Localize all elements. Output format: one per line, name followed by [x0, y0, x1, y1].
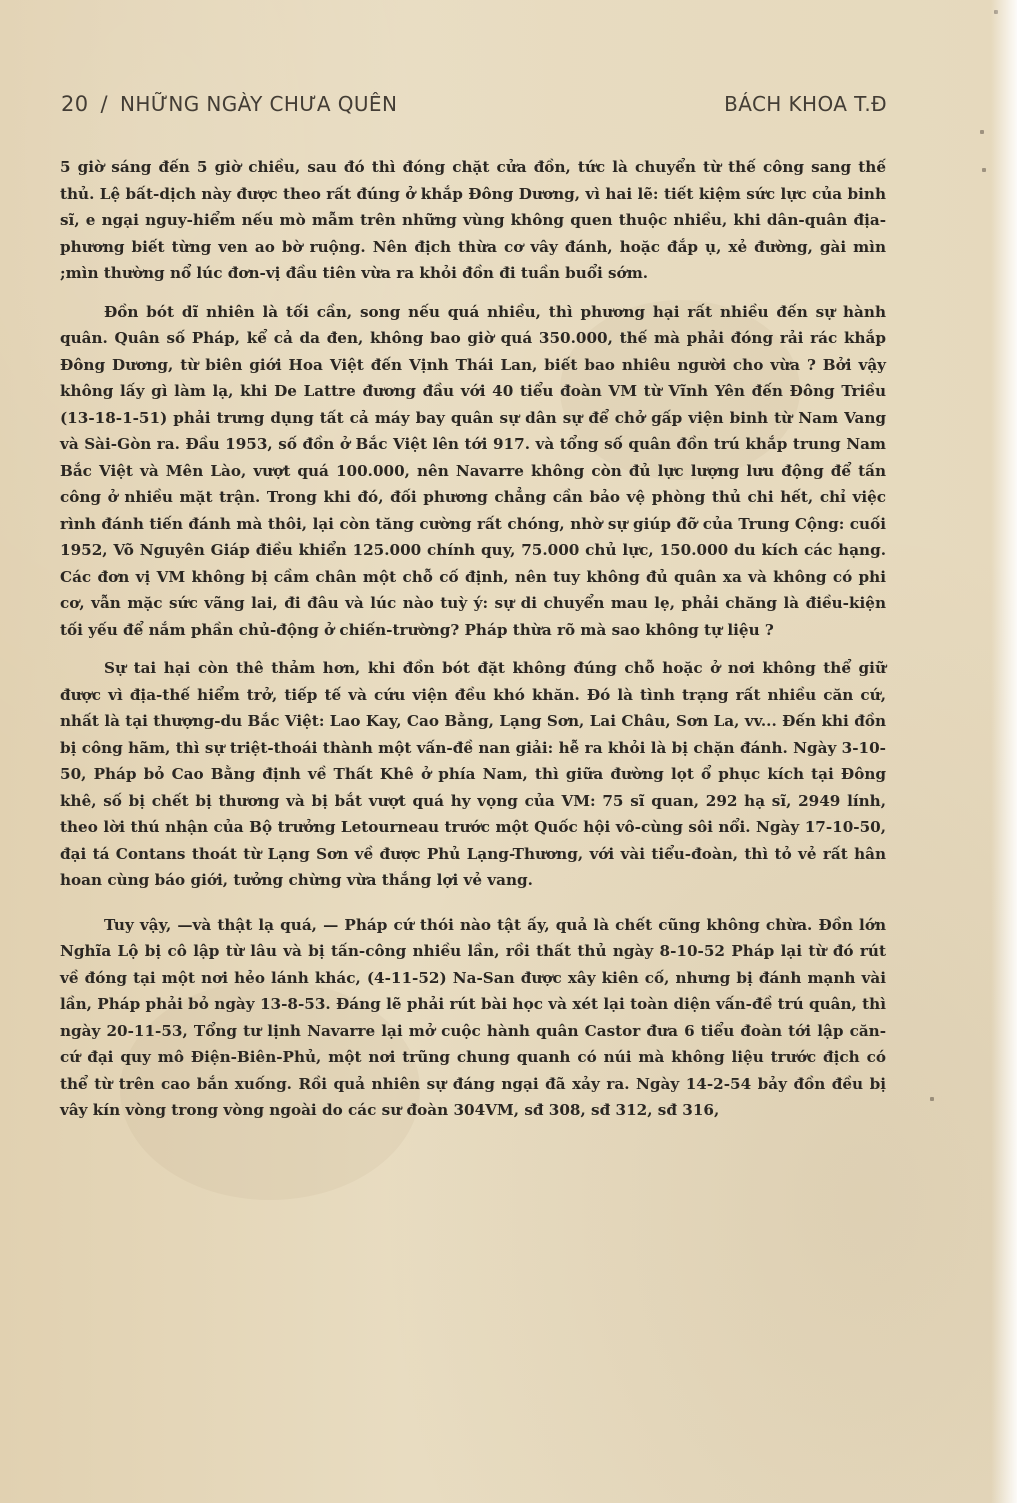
paragraph-gap: [60, 894, 886, 912]
article-body: [60, 154, 886, 1124]
paragraph: 5 giờ sáng đến 5 giờ chiều, sau đó thì đóng chặt cửa đồn, tức là chuyển từ thế công sang thế thủ. Lệ bất-dịch này được theo rất đúng ở khắp Đông Dương, vì hai lẽ: tiết kiệm sức lực của binh sĩ, e ngại nguy-hiểm nếu mò mẫm trên những vùng không quen thuộc nhiều, khi dân-quân địa-phương biết từng ven ao bờ ruộng. Nên địch thừa cơ vây đánh, hoặc đắp ụ, xẻ đường, gài mìn ;mìn thường nổ lúc đơn-vị đầu tiên vừa ra khỏi đồn đi tuần buổi sớm.: [60, 158, 886, 282]
paper-fleck: [980, 130, 984, 134]
paper-fleck: [930, 1097, 934, 1101]
section-title: NHỮNG NGÀY CHƯA QUÊN: [120, 92, 398, 116]
page-header: [61, 88, 887, 120]
paragraph: Sự tai hại còn thê thảm hơn, khi đồn bót đặt không đúng chỗ hoặc ở nơi không thể giữ được vì địa-thế hiểm trở, tiếp tế và cứu viện đều khó khăn. Đó là tình trạng rất nhiều căn cứ, nhất là tại thượng-du Bắc Việt: Lao Kay, Cao Bằng, Lạng Sơn, Lai Châu, Sơn La, vv... Đến khi đồn bị công hãm, thì sự triệt-thoái thành một vấn-đề nan giải: hễ ra khỏi là bị chặn đánh. Ngày 3-10-50, Pháp bỏ Cao Bằng định về Thất Khê ở phía Nam, thì giữa đường lọt ổ phục kích tại Đông khê, số bị chết bị thương và bị bắt vượt quá hy vọng của VM: 75 sĩ quan, 292 hạ sĩ, 2949 lính, theo lời thú nhận của Bộ trưởng Letourneau trước một Quốc hội vô-cùng sôi nổi. Ngày 17-10-50, đại tá Contans thoát từ Lạng Sơn về được Phủ Lạng-Thương, với vài tiểu-đoàn, thì tỏ vẻ rất hân hoan cùng báo giới, tưởng chừng vừa thắng lợi vẻ vang.: [60, 659, 886, 889]
paragraph: Tuy vậy, —và thật lạ quá, — Pháp cứ thói nào tật ấy, quả là chết cũng không chừa. Đồn lớn Nghĩa Lộ bị cô lập từ lâu và bị tấn-công nhiều lần, rồi thất thủ ngày 8-10-52 Pháp lại từ đó rút về đóng tại một nơi hẻo lánh khác, (4-11-52) Na-San được xây kiên cố, nhưng bị đánh mạnh vài lần, Pháp phải bỏ ngày 13-8-53. Đáng lẽ phải rút bài học và xét lại toàn diện vấn-đề trú quân, thì ngày 20-11-53, Tổng tư lịnh Navarre lại mở cuộc hành quân Castor đưa 6 tiểu đoàn tới lập căn-cứ đại quy mô Điện-Biên-Phủ, một nơi trũng chung quanh có núi mà không liệu trước địch có thể từ trên cao bắn xuống. Rồi quả nhiên sự đáng ngại đã xảy ra. Ngày 14-2-54 bảy đồn đều bị vây kín vòng trong vòng ngoài do các sư đoàn 304VM, sđ 308, sđ 312, sđ 316,: [60, 915, 886, 1119]
paper-fleck: [982, 168, 986, 172]
paragraph-gap: [60, 287, 886, 299]
paragraph: Đồn bót dĩ nhiên là tối cần, song nếu quá nhiều, thì phương hại rất nhiều đến sự hành quân. Quân số Pháp, kể cả da đen, không bao giờ quá 350.000, thế mà phải đóng rải rác khắp Đông Dương, từ biên giới Hoa Việt đến Vịnh Thái Lan, biết bao nhiêu người cho vừa ? Bởi vậy không lấy gì làm lạ, khi De Lattre đương đầu với 40 tiểu đoàn VM từ Vĩnh Yên đến Đông Triều (13-18-1-51) phải trưng dụng tất cả máy bay quân sự dân sự để chở gấp viện binh từ Nam Vang và Sài-Gòn ra. Đầu 1953, số đồn ở Bắc Việt lên tới 917. và tổng số quân đồn trú khắp trung Nam Bắc Việt và Mên Lào, vượt quá 100.000, nên Navarre không còn đủ lực lượng lưu động để tấn công ở nhiều mặt trận. Trong khi đó, đối phương chẳng cần bảo vệ phòng thủ chi hết, chỉ việc rình đánh tiến đánh mà thôi, lại còn tăng cường rất chóng, nhờ sự giúp đỡ của Trung Cộng: cuối 1952, Võ Nguyên Giáp điều khiển 125.000 chính quy, 75.000 chủ lực, 150.000 du kích các hạng. Các đơn vị VM không bị cầm chân một chỗ cố định, nên tuy không đủ quân xa và không có phi cơ, vẫn mặc sức vãng lai, đi đâu và lúc nào tuỳ ý: sự di chuyển mau lẹ, phải chăng là điều-kiện tối yếu để nắm phần chủ-động ở chiến-trường? Pháp thừa rõ mà sao không tự liệu ?: [60, 302, 886, 639]
journal-name: BÁCH KHOA T.Đ: [724, 92, 887, 116]
paper-fleck: [994, 10, 998, 14]
header-separator: /: [100, 92, 109, 116]
header-left: [61, 92, 397, 116]
paragraph-gap: [60, 643, 886, 655]
page-number: 20: [61, 92, 89, 116]
